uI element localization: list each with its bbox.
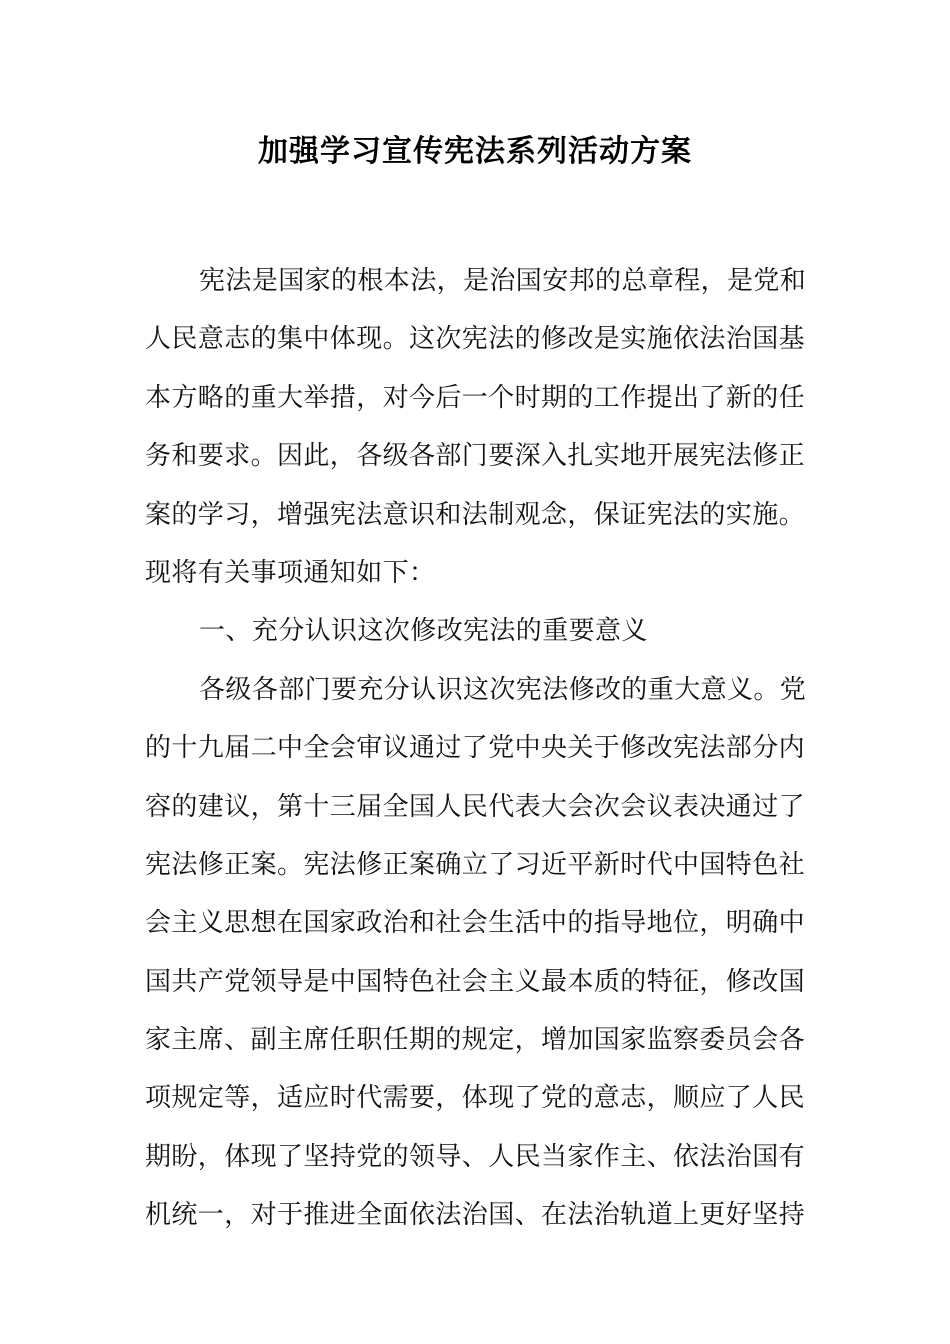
body-line: 务和要求。因此，各级各部门要深入扎实地开展宪法修正 [145, 441, 806, 472]
body-line: 本方略的重大举措，对今后一个时期的工作提出了新的任 [145, 382, 806, 413]
body-line: 项规定等，适应时代需要，体现了党的意志，顺应了人民 [145, 1083, 806, 1114]
body-line: 的十九届二中全会审议通过了党中央关于修改宪法部分内 [145, 733, 806, 764]
body-line: 期盼，体现了坚持党的领导、人民当家作主、依法治国有 [145, 1141, 806, 1172]
body-line: 宪法是国家的根本法，是治国安邦的总章程，是党和 [199, 266, 807, 296]
section-heading: 一、充分认识这次修改宪法的重要意义 [199, 616, 648, 647]
body-line: 各级各部门要充分认识这次宪法修改的重大意义。党 [199, 674, 807, 705]
body-line: 家主席、副主席任职任期的规定，增加国家监察委员会各 [145, 1025, 806, 1056]
body-line: 案的学习，增强宪法意识和法制观念，保证宪法的实施。 [145, 499, 806, 530]
body-line: 容的建议，第十三届全国人民代表大会次会议表决通过了 [145, 791, 806, 822]
body-line: 人民意志的集中体现。这次宪法的修改是实施依法治国基 [145, 324, 806, 355]
document-body [145, 258, 810, 1251]
document-title: 加强学习宣传宪法系列活动方案 [258, 134, 692, 169]
body-line: 会主义思想在国家政治和社会生活中的指导地位，明确中 [145, 908, 806, 939]
body-line: 机统一，对于推进全面依法治国、在法治轨道上更好坚持 [145, 1200, 806, 1231]
body-line: 现将有关事项通知如下： [145, 557, 436, 588]
body-line: 国共产党领导是中国特色社会主义最本质的特征，修改国 [145, 966, 806, 997]
body-line: 宪法修正案。宪法修正案确立了习近平新时代中国特色社 [145, 849, 806, 880]
